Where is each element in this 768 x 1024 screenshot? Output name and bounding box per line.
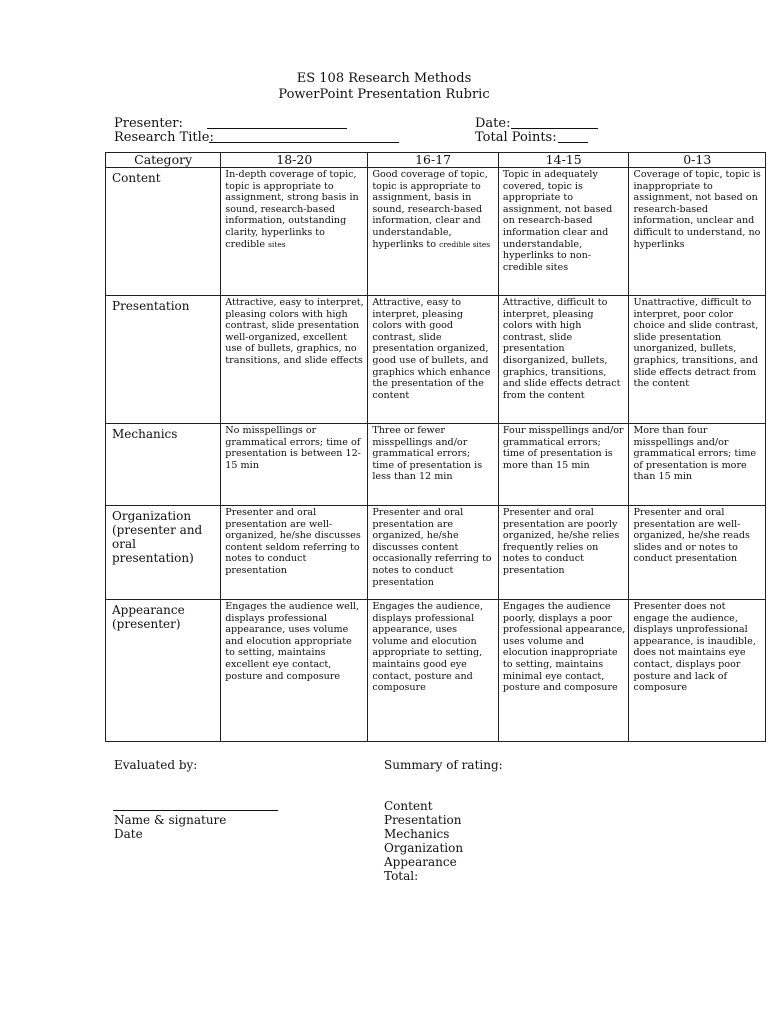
- rubric-cell: No misspellings or grammatical errors; time of presentation is between 12-15 min: [221, 424, 368, 506]
- evaluated-by-label: Evaluated by:: [114, 758, 198, 772]
- table-row: [106, 506, 766, 600]
- rubric-cell: Four misspellings and/or grammatical errors; time of presentation is more than 15 min: [498, 424, 629, 506]
- rubric-table: [105, 152, 766, 742]
- header-16-17: 16-17: [368, 153, 499, 168]
- rubric-cell: Attractive, easy to interpret, pleasing colors with high contrast, slide presentation well-organized, excellent use of bullets, graphics, no transitions, and slide effects: [221, 296, 368, 424]
- rubric-cell: Attractive, difficult to interpret, pleasing colors with high contrast, slide presentation disorganized, bullets, graphics, transitions, and slide effects detract from the content: [498, 296, 629, 424]
- rubric-cell: Presenter and oral presentation are organized, he/she discusses content occasionally referring to notes to conduct presentation: [368, 506, 499, 600]
- rubric-cell: [368, 168, 499, 296]
- rubric-cell: Presenter does not engage the audience, displays unprofessional appearance, is inaudible, does not maintains eye contact, displays poor posture and lack of composure: [629, 600, 766, 742]
- date-footer-label: Date: [114, 827, 143, 841]
- presenter-line[interactable]: [207, 128, 347, 129]
- cell-text: Good coverage of topic, topic is appropriate to assignment, basis in sound, research-based information, clear and understandable, hyperlinks to: [372, 169, 488, 250]
- summary-item: Appearance: [384, 855, 457, 869]
- header-18-20: 18-20: [221, 153, 368, 168]
- table-row: [106, 424, 766, 506]
- table-row: [106, 296, 766, 424]
- rubric-cell: Presenter and oral presentation are poorly organized, he/she relies frequently relies on notes to conduct presentation: [498, 506, 629, 600]
- rubric-cell: Presenter and oral presentation are well-organized, he/she discusses content seldom referring to notes to conduct presentation: [221, 506, 368, 600]
- rubric-cell: More than four misspellings and/or grammatical errors; time of presentation is more than 15 min: [629, 424, 766, 506]
- category-content: Content: [106, 168, 221, 296]
- summary-item: Content: [384, 799, 433, 813]
- rubric-cell: Three or fewer misspellings and/or grammatical errors; time of presentation is less than 12 min: [368, 424, 499, 506]
- category-mechanics: Mechanics: [106, 424, 221, 506]
- summary-title: Summary of rating:: [384, 758, 503, 772]
- research-title-line[interactable]: [209, 142, 399, 143]
- category-appearance: Appearance (presenter): [106, 600, 221, 742]
- rubric-cell: [221, 168, 368, 296]
- total-points-label: Total Points:: [475, 130, 557, 145]
- rubric-cell: Engages the audience, displays professional appearance, uses volume and elocution appropriate to setting, maintains good eye contact, posture and composure: [368, 600, 499, 742]
- signature-line[interactable]: [113, 810, 278, 811]
- cell-small-text: sites: [268, 239, 286, 249]
- table-header-row: [106, 153, 766, 168]
- header-14-15: 14-15: [498, 153, 629, 168]
- summary-total: Total:: [384, 869, 419, 883]
- date-label: Date:: [475, 116, 511, 131]
- rubric-title: PowerPoint Presentation Rubric: [278, 87, 490, 102]
- header-0-13: 0-13: [629, 153, 766, 168]
- cell-small-text: credible sites: [439, 239, 491, 249]
- rubric-cell: Unattractive, difficult to interpret, poor color choice and slide contrast, slide presentation unorganized, bullets, graphics, transitions, and slide effects detract from the content: [629, 296, 766, 424]
- title-block: [0, 71, 768, 103]
- summary-item: Mechanics: [384, 827, 450, 841]
- summary-item: Organization: [384, 841, 464, 855]
- rubric-cell: Topic in adequately covered, topic is appropriate to assignment, not based on research-based information clear and understandable, hyperlinks to non-credible sites: [498, 168, 629, 296]
- research-title-label: Research Title:: [114, 130, 214, 145]
- cell-text: In-depth coverage of topic, topic is appropriate to assignment, strong basis in sound, research-based information, outstanding clarity, hyperlinks to credible: [225, 169, 359, 250]
- date-line[interactable]: [511, 128, 598, 129]
- total-points-line[interactable]: [558, 142, 588, 143]
- table-row: [106, 168, 766, 296]
- rubric-cell: Coverage of topic, topic is inappropriate to assignment, not based on research-based information, unclear and difficult to understand, no hyperlinks: [629, 168, 766, 296]
- category-organization: Organization (presenter and oral presentation): [106, 506, 221, 600]
- rubric-cell: Attractive, easy to interpret, pleasing colors with good contrast, slide presentation organized, good use of bullets, and graphics which enhance the presentation of the content: [368, 296, 499, 424]
- rubric-cell: Engages the audience well, displays professional appearance, uses volume and elocution appropriate to setting, maintains excellent eye contact, posture and composure: [221, 600, 368, 742]
- category-presentation: Presentation: [106, 296, 221, 424]
- table-row: [106, 600, 766, 742]
- summary-item: Presentation: [384, 813, 462, 827]
- course-title: ES 108 Research Methods: [296, 71, 472, 86]
- rubric-cell: Engages the audience poorly, displays a poor professional appearance, uses volume and elocution inappropriate to setting, maintains minimal eye contact, posture and composure: [498, 600, 629, 742]
- rubric-cell: Presenter and oral presentation are well-organized, he/she reads slides and or notes to conduct presentation: [629, 506, 766, 600]
- header-category: Category: [106, 153, 221, 168]
- presenter-label: Presenter:: [114, 116, 183, 131]
- name-signature-label: Name & signature: [114, 813, 227, 827]
